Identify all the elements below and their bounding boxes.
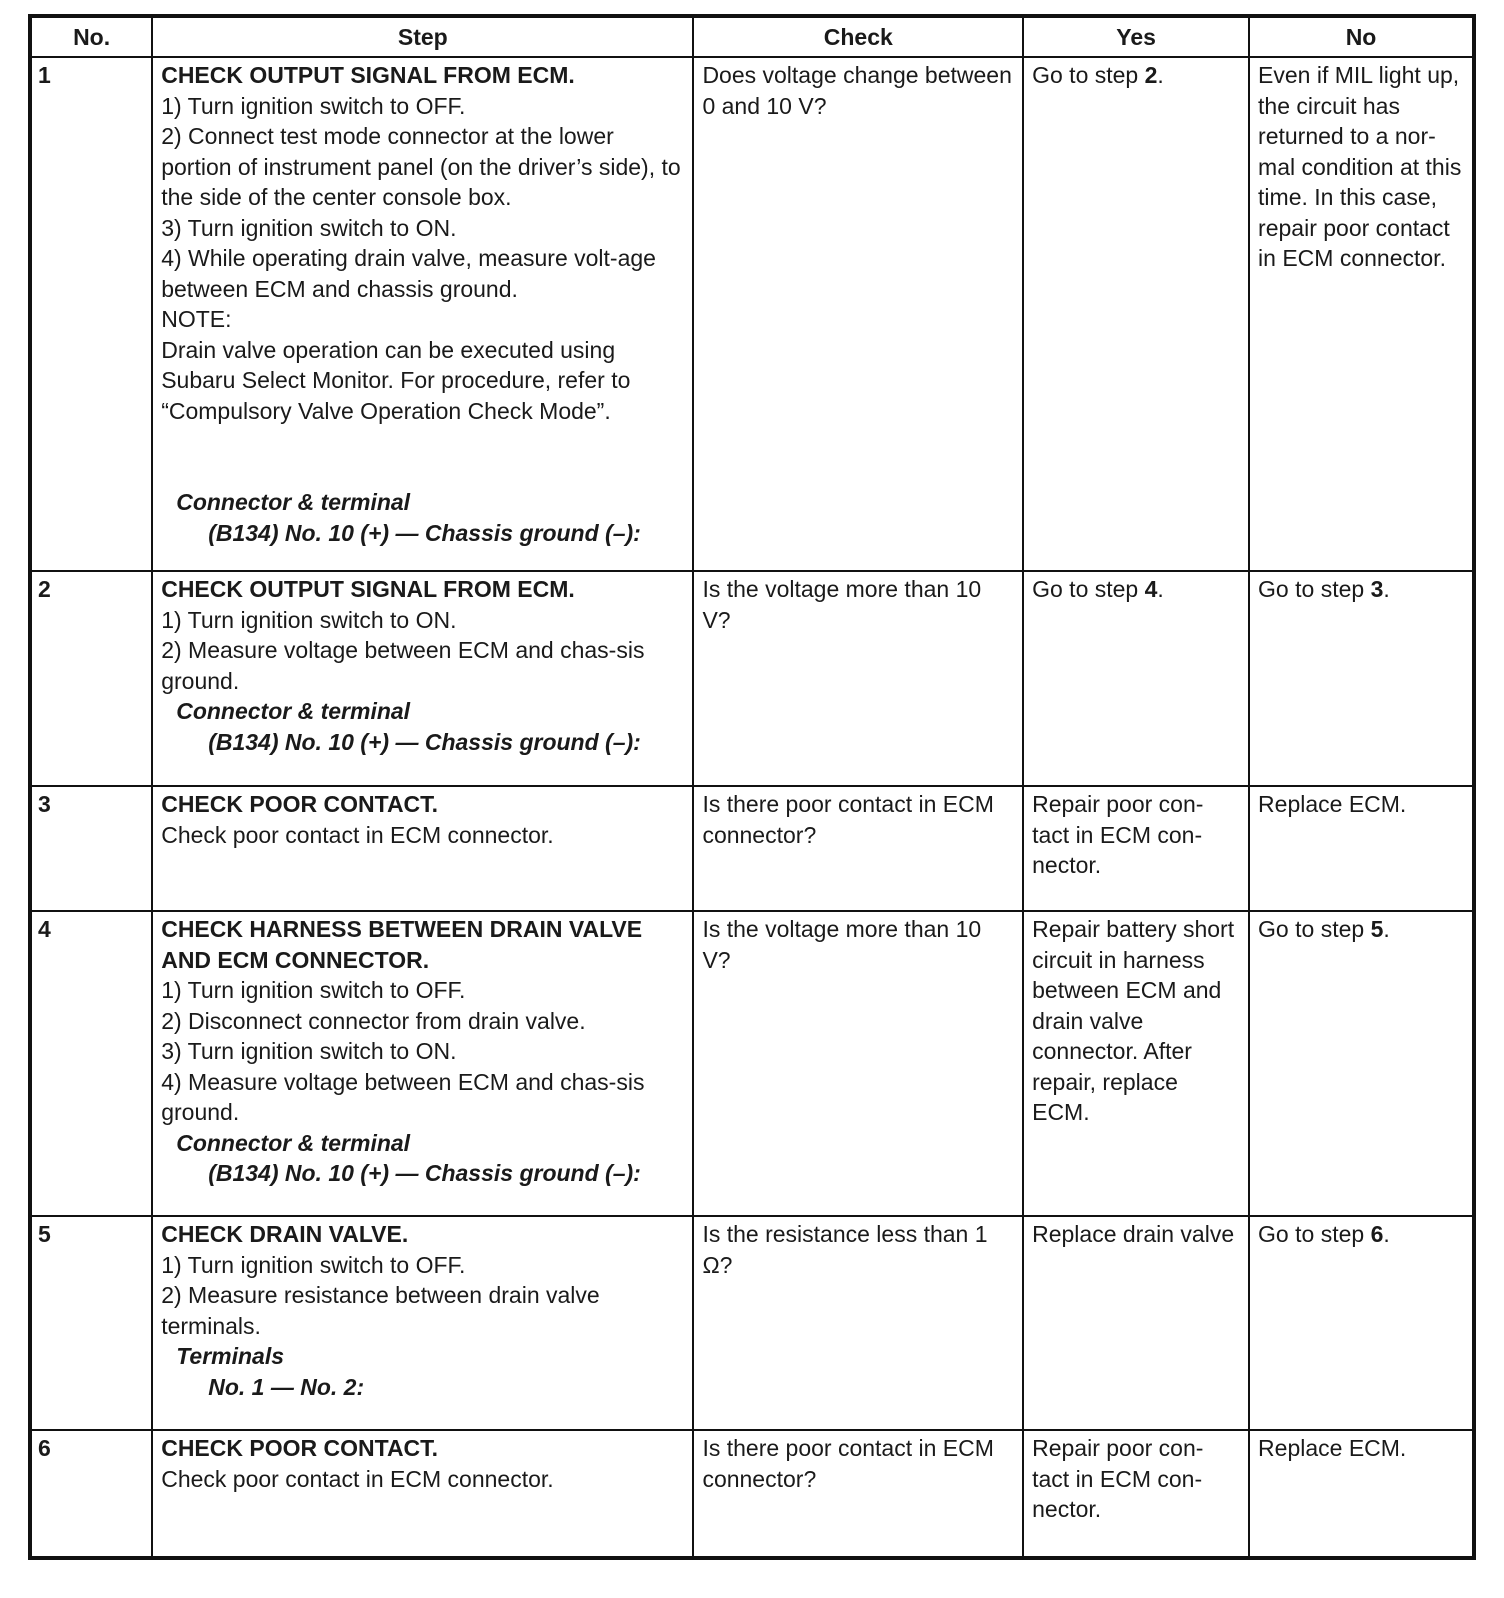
step-title: CHECK POOR CONTACT.	[161, 1435, 439, 1461]
no-step-ref: 5	[1370, 916, 1384, 942]
yes-text: Go to step	[1032, 576, 1145, 602]
no-text: Go to step	[1258, 916, 1371, 942]
check-cell: Does voltage change between 0 and 10 V?	[693, 57, 1023, 571]
step-number: 6	[30, 1430, 152, 1558]
table-row	[30, 57, 1474, 571]
yes-cell	[1023, 571, 1249, 786]
no-tail: .	[1383, 576, 1390, 602]
no-text: Even if MIL light up, the circuit has returned to a nor-mal condition at this time. In this case, repair poor contact in ECM connector.	[1258, 62, 1462, 271]
spec-value: (B134) No. 10 (+) — Chassis ground (–):	[208, 728, 641, 755]
step-cell	[152, 1430, 693, 1558]
yes-cell	[1023, 1216, 1249, 1430]
spacer	[161, 426, 684, 487]
yes-text: Repair battery short circuit in harness between ECM and drain valve connector. After repair, replace ECM.	[1032, 916, 1235, 1125]
step-line: 1) Turn ignition switch to OFF.	[161, 1251, 466, 1278]
yes-text: Replace drain valve	[1032, 1221, 1235, 1247]
step-line: 2) Measure voltage between ECM and chas-sis ground.	[161, 637, 645, 694]
step-cell	[152, 571, 693, 786]
check-cell: Is there poor contact in ECM connector?	[693, 786, 1023, 911]
step-title: CHECK HARNESS BETWEEN DRAIN VALVE AND ECM CONNECTOR.	[161, 916, 643, 973]
header-yes: Yes	[1023, 16, 1249, 57]
step-title: CHECK OUTPUT SIGNAL FROM ECM.	[161, 576, 575, 602]
step-title: CHECK DRAIN VALVE.	[161, 1221, 409, 1247]
step-cell	[152, 786, 693, 911]
table-row	[30, 571, 1474, 786]
check-cell: Is there poor contact in ECM connector?	[693, 1430, 1023, 1558]
table-row	[30, 1216, 1474, 1430]
yes-step-ref: 2	[1144, 62, 1158, 88]
step-line: 1) Turn ignition switch to ON.	[161, 606, 457, 633]
no-step-ref: 6	[1370, 1221, 1384, 1247]
step-number: 1	[30, 57, 152, 571]
no-text: Go to step	[1258, 1221, 1371, 1247]
step-note-label: NOTE:	[161, 306, 232, 332]
no-cell	[1249, 786, 1474, 911]
spec-heading: Connector & terminal	[176, 489, 411, 515]
check-cell: Is the resistance less than 1 Ω?	[693, 1216, 1023, 1430]
no-text: Replace ECM.	[1258, 791, 1407, 817]
step-line: 3) Turn ignition switch to ON.	[161, 1038, 457, 1064]
step-line: 3) Turn ignition switch to ON.	[161, 214, 457, 241]
no-step-ref: 3	[1370, 576, 1384, 602]
spec-heading: Connector & terminal	[176, 1129, 411, 1156]
step-number: 4	[30, 911, 152, 1216]
step-title: CHECK POOR CONTACT.	[161, 791, 439, 817]
yes-cell	[1023, 911, 1249, 1216]
step-number: 3	[30, 786, 152, 911]
yes-cell	[1023, 1430, 1249, 1558]
header-step: Step	[152, 16, 693, 57]
check-cell: Is the voltage more than 10 V?	[693, 571, 1023, 786]
table-row	[30, 786, 1474, 911]
yes-text: Go to step	[1032, 62, 1145, 88]
header-no: No.	[30, 16, 152, 57]
no-text: Replace ECM.	[1258, 1435, 1407, 1461]
no-tail: .	[1383, 1221, 1390, 1247]
step-line: 1) Turn ignition switch to OFF.	[161, 92, 466, 119]
yes-text: Repair poor con-tact in ECM con-nector.	[1032, 1435, 1204, 1522]
header-row	[30, 16, 1474, 57]
no-cell	[1249, 1216, 1474, 1430]
yes-cell	[1023, 786, 1249, 911]
spec-value: (B134) No. 10 (+) — Chassis ground (–):	[208, 1160, 641, 1186]
no-cell	[1249, 911, 1474, 1216]
header-no-result: No	[1249, 16, 1474, 57]
table-row	[30, 911, 1474, 1216]
step-note-text: Drain valve operation can be executed using Subaru Select Monitor. For procedure, refer to “Compulsory Valve Operation Check Mode”.	[161, 336, 631, 424]
no-cell	[1249, 57, 1474, 571]
step-cell	[152, 57, 693, 571]
step-line: 2) Measure resistance between drain valve terminals.	[161, 1282, 600, 1339]
yes-cell	[1023, 57, 1249, 571]
step-cell	[152, 911, 693, 1216]
step-line: 2) Disconnect connector from drain valve.	[161, 1007, 586, 1034]
no-text: Go to step	[1258, 576, 1371, 602]
step-line: 4) While operating drain valve, measure volt-age between ECM and chassis ground.	[161, 245, 656, 302]
step-line: Check poor contact in ECM connector.	[161, 821, 554, 848]
step-title: CHECK OUTPUT SIGNAL FROM ECM.	[161, 62, 575, 88]
header-check: Check	[693, 16, 1023, 57]
no-tail: .	[1383, 916, 1390, 942]
spec-heading: Terminals	[176, 1343, 285, 1369]
step-number: 5	[30, 1216, 152, 1430]
step-line: Check poor contact in ECM connector.	[161, 1465, 554, 1492]
spec-heading: Connector & terminal	[176, 698, 411, 724]
step-line: 2) Connect test mode connector at the lower portion of instrument panel (on the driver’s side), to the side of the center console box.	[161, 123, 681, 210]
no-cell	[1249, 571, 1474, 786]
step-number: 2	[30, 571, 152, 786]
yes-tail: .	[1157, 576, 1164, 602]
check-cell: Is the voltage more than 10 V?	[693, 911, 1023, 1216]
no-cell	[1249, 1430, 1474, 1558]
table-row	[30, 1430, 1474, 1558]
spec-value: No. 1 — No. 2:	[208, 1373, 365, 1400]
spec-value: (B134) No. 10 (+) — Chassis ground (–):	[208, 519, 641, 546]
yes-text: Repair poor con-tact in ECM con-nector.	[1032, 791, 1204, 878]
yes-step-ref: 4	[1144, 576, 1158, 602]
step-line: 1) Turn ignition switch to OFF.	[161, 977, 466, 1003]
step-line: 4) Measure voltage between ECM and chas-sis ground.	[161, 1068, 645, 1125]
diagnostic-table	[28, 14, 1476, 1560]
step-cell	[152, 1216, 693, 1430]
yes-tail: .	[1157, 62, 1164, 88]
